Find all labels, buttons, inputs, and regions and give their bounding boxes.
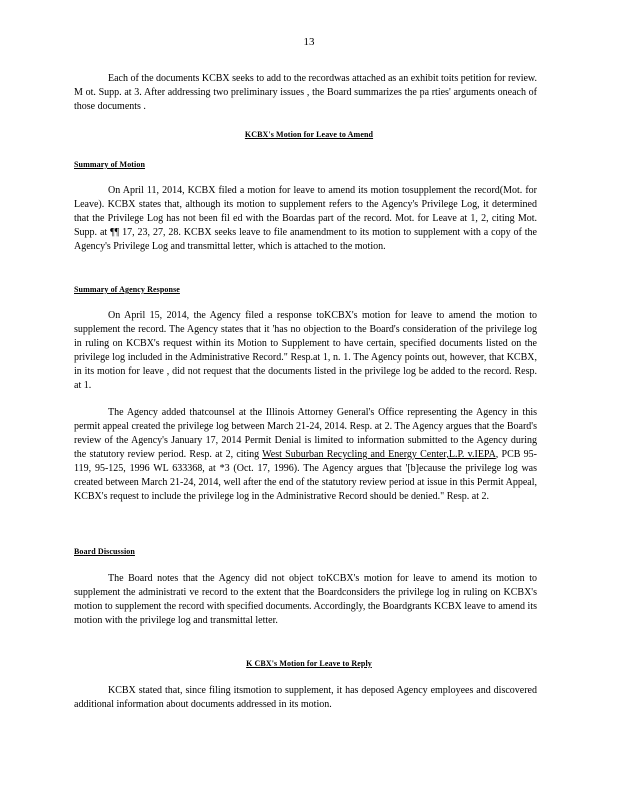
response-paragraph-2 — [74, 406, 537, 504]
summary-motion-paragraph: On April 11, 2014, KCBX filed a motion for leave to amend its motion tosupplement the record(Mot. for Leave). KCBX states that, although its motion to supplement refers to the Agency's Privilege Log, it determined that the Privilege Log has not been fil ed with the Boardas part of the record. Mot. for Leave at 1, 2, citing Mot. Supp. at ¶¶ 17, 23, 27, 28. KCBX seeks leave to file anamendment to its motion to supplement with a copy of the Agency's Privilege Log and transmittal letter, which is attached to the motion. — [74, 185, 537, 252]
section-heading-leave-to-amend: KCBX's Motion for Leave to Amend — [244, 130, 374, 139]
subheading-board-discussion: Board Discussion — [74, 547, 135, 556]
response-paragraph-2-text-a: The Agency added thatcounsel at the Illinois Attorney General's Office representing the Agency in this permit appeal created the privilege log between March 21-24, 2014. Resp. at 2. The Agency argues that the Board's review of the Agency's January 17, 2014 Permit Denial is limited to information submitted to the Agency during the statutory review period. Resp. at 2, citing — [74, 407, 537, 460]
response-paragraph-2-text-b: , PCB 95-119, 95-125, 1996 WL 633368, at *3 (Oct. 17, 1996). The Agency argues that '[b]ecause the privilege log was created between March 21-24, 2014, well after the end of the statutory review period at issue in this Permit Appeal, KCBX's request to include the privilege log in the Administrative Record should be denied." Resp. at 2. — [74, 449, 537, 502]
case-citation: West Suburban Recycling and Energy Center,L.P. v.IEPA — [262, 449, 496, 460]
section-heading-leave-to-reply: K CBX's Motion for Leave to Reply — [246, 659, 372, 668]
page-number: 13 — [303, 36, 315, 48]
response-paragraph-1: On April 15, 2014, the Agency filed a response toKCBX's motion for leave to amend the motion to supplement the record. The Agency states that it 'has no objection to the Board's consideration of the privilege log in ruling on KCBX's request within its Motion to Supplement to have certain, specified documents listed on the privilege log included in the Administrative Record." Resp.at 1, n. 1. The Agency points out, however, that KCBX, in its motion for leave , did not request that the documents listed in the privilege log be added to the record. Resp. at 1. — [74, 310, 537, 391]
intro-paragraph: Each of the documents KCBX seeks to add to the recordwas attached as an exhibit toits petition for review. M ot. Supp. at 3. After addressing two preliminary issues , the Board summarizes the pa rties' arguments oneach of those documents . — [74, 73, 537, 112]
reply-paragraph: KCBX stated that, since filing itsmotion to supplement, it has deposed Agency employees and discovered additional information about documents addressed in its motion. — [74, 685, 537, 710]
subheading-summary-of-agency-response: Summary of Agency Response — [74, 285, 180, 294]
subheading-summary-of-motion: Summary of Motion — [74, 160, 146, 169]
board-discussion-paragraph: The Board notes that the Agency did not object toKCBX's motion for leave to amend its motion to supplement the administrati ve record to the extent that the Boardconsiders the privilege log in ruling on KCBX's motion to supplement the record with specified documents. Accordingly, the Boardgrants KCBX leave to amend its motion with the privilege log and transmittal letter. — [74, 573, 537, 626]
